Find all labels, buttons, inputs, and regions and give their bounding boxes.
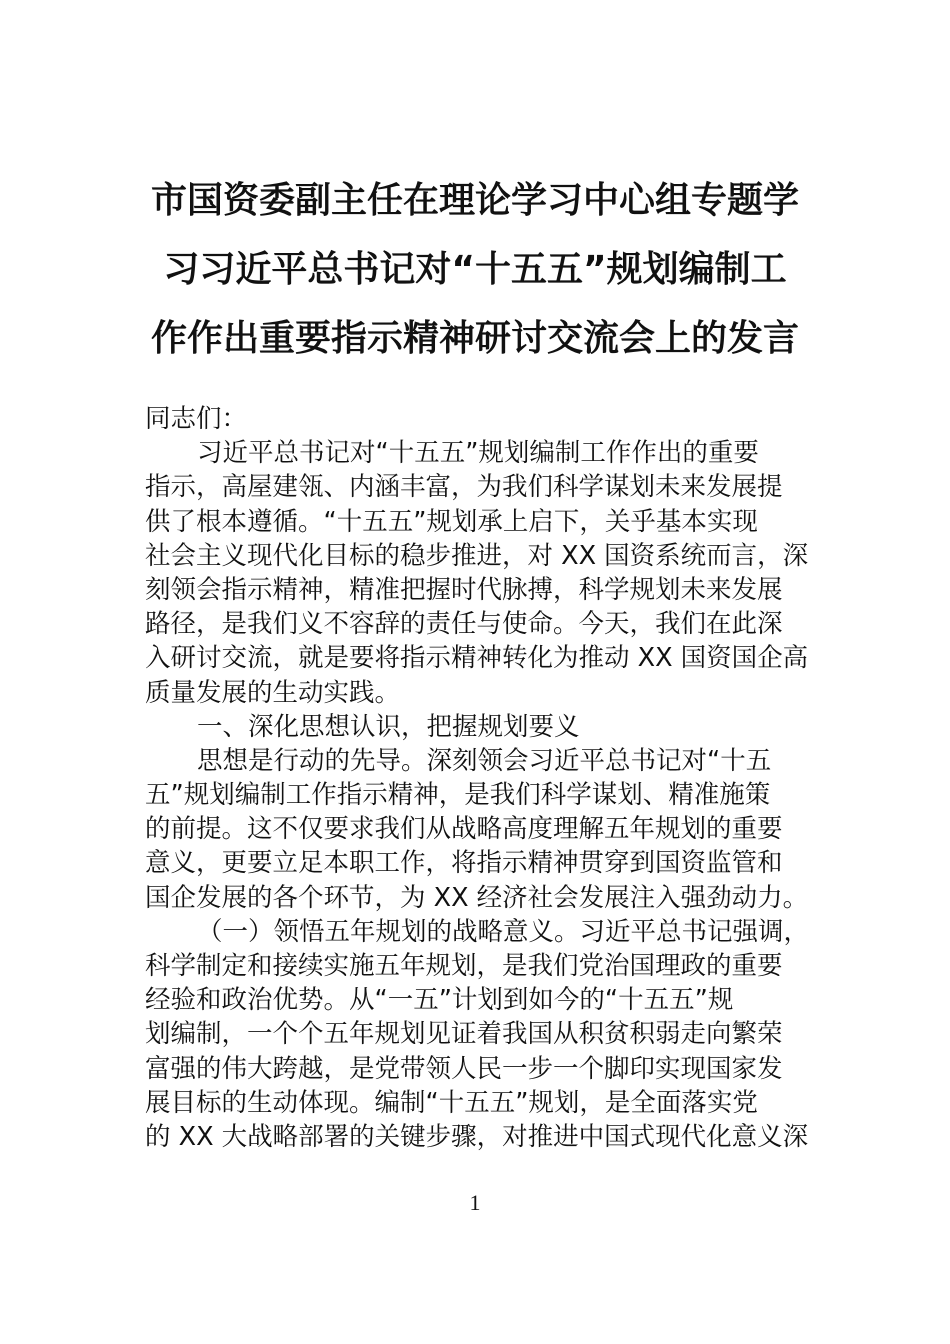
paragraph-line: 意义，更要立足本职工作，将指示精神贯穿到国资监管和 — [145, 848, 783, 879]
page-number: 1 — [469, 1190, 481, 1215]
section-heading: 一、深化思想认识，把握规划要义 — [197, 711, 580, 742]
paragraph-line: 经验和政治优势。从“一五”计划到如今的“十五五”规 — [145, 985, 734, 1016]
paragraph-line: （一）领悟五年规划的战略意义。习近平总书记强调， — [197, 916, 810, 947]
paragraph-line: 富强的伟大跨越，是党带领人民一步一个脚印实现国家发 — [145, 1053, 783, 1084]
title-line: 习习近平总书记对“十五五”规划编制工 — [163, 249, 787, 290]
paragraph-line: 习近平总书记对“十五五”规划编制工作作出的重要 — [197, 438, 759, 469]
paragraph-line: 社会主义现代化目标的稳步推进，对 XX 国资系统而言，深 — [145, 540, 809, 571]
document-body — [145, 402, 810, 1154]
salutation: 同志们： — [145, 404, 248, 434]
paragraph-line: 的 XX 大战略部署的关键步骤，对推进中国式现代化意义深 — [145, 1121, 809, 1152]
paragraph-line: 科学制定和接续实施五年规划，是我们党治国理政的重要 — [145, 951, 783, 981]
paragraph-line: 刻领会指示精神，精准把握时代脉搏，科学规划未来发展 — [145, 574, 783, 605]
paragraph-line: 五”规划编制工作指示精神，是我们科学谋划、精准施策 — [145, 780, 771, 811]
paragraph-line: 路径，是我们义不容辞的责任与使命。今天，我们在此深 — [145, 609, 783, 640]
paragraph-line: 展目标的生动体现。编制“十五五”规划，是全面落实党 — [145, 1087, 758, 1118]
paragraph-line: 的前提。这不仅要求我们从战略高度理解五年规划的重要 — [145, 814, 783, 845]
paragraph-line: 入研讨交流，就是要将指示精神转化为推动 XX 国资国企高 — [145, 643, 809, 674]
title-line: 作作出重要指示精神研讨交流会上的发言 — [150, 318, 799, 359]
paragraph-line: 思想是行动的先导。深刻领会习近平总书记对“十五 — [197, 745, 772, 776]
paragraph-line: 划编制，一个个五年规划见证着我国从积贫积弱走向繁荣 — [145, 1019, 783, 1050]
paragraph-line: 指示，高屋建瓴、内涵丰富，为我们科学谋划未来发展提 — [145, 472, 783, 503]
document-title — [140, 166, 810, 373]
paragraph-line: 质量发展的生动实践。 — [145, 677, 401, 708]
paragraph-line: 供了根本遵循。“十五五”规划承上启下，关乎基本实现 — [145, 506, 758, 537]
paragraph-line: 国企发展的各个环节，为 XX 经济社会发展注入强劲动力。 — [145, 882, 809, 913]
title-line: 市国资委副主任在理论学习中心组专题学 — [150, 180, 799, 221]
